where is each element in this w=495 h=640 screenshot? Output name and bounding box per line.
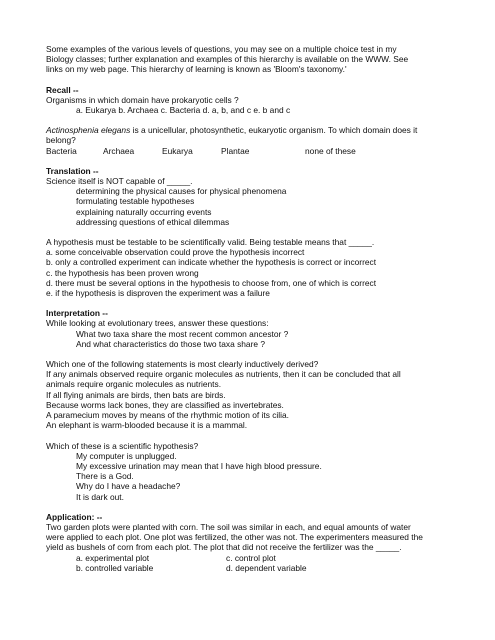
application-text-line: Two garden plots were planted with corn. The soil was similar in each, and equal amounts of water — [46, 521, 411, 532]
recall-q2-options — [46, 146, 466, 156]
translation-question-1: Science itself is NOT capable of _____. — [46, 176, 193, 187]
option-text: And what characteristics do those two taxa share ? — [76, 338, 266, 349]
option-text: Bacteria — [46, 145, 77, 156]
option-text: c. control plot — [226, 552, 276, 563]
option-text: formulating testable hypotheses — [76, 196, 195, 207]
option-text: none of these — [305, 145, 356, 156]
option-text: Why do I have a headache? — [76, 481, 181, 492]
option-text: explaining naturally occurring events — [76, 206, 212, 217]
option-text: My computer is unplugged. — [76, 450, 177, 461]
option-text: determining the physical causes for physical phenomena — [76, 186, 287, 197]
option-text: Because worms lack bones, they are classified as invertebrates. — [46, 399, 284, 410]
option-text: c. the hypothesis has been proven wrong — [46, 267, 199, 278]
option-text: An elephant is warm-blooded because it is a mammal. — [46, 420, 248, 431]
document-page — [46, 44, 466, 573]
recall-question-2: Actinosphenia elegans is a unicellular, photosynthetic, eukaryotic organism. To which domain does it — [46, 125, 418, 136]
option-text: b. only a controlled experiment can indicate whether the hypothesis is correct or incorrect — [46, 257, 377, 268]
application-heading: Application: -- — [46, 511, 103, 522]
option-text: A paramecium moves by means of the rhythmic motion of its cilia. — [46, 410, 289, 421]
recall-question-1: Organisms in which domain have prokaryotic cells ? — [46, 94, 239, 105]
option-text: addressing questions of ethical dilemmas — [76, 216, 230, 227]
option-text: d. dependent variable — [226, 562, 307, 573]
translation-heading: Translation -- — [46, 165, 99, 176]
recall-q1-options: a. Eukarya b. Archaea c. Bacteria d. a, b, and c e. b and c — [76, 105, 291, 116]
interpretation-question-2: Which one of the following statements is most clearly inductively derived? — [46, 359, 319, 370]
application-options-row — [46, 563, 466, 573]
option-text: What two taxa share the most recent common ancestor ? — [76, 328, 289, 339]
recall-heading: Recall -- — [46, 84, 79, 95]
option-text: Plantae — [221, 145, 250, 156]
option-text: animals require organic molecules as nutrients. — [46, 379, 222, 390]
option-text: It is dark out. — [76, 491, 124, 502]
option-text: a. some conceivable observation could prove the hypothesis incorrect — [46, 247, 305, 258]
intro-line: Some examples of the various levels of questions, you may see on a multiple choice test in my — [46, 44, 397, 54]
translation-question-2: A hypothesis must be testable to be scientifically valid. Being testable means that _____. — [46, 237, 375, 248]
interpretation-question-1: While looking at evolutionary trees, answer these questions: — [46, 318, 269, 329]
species-name: Actinosphenia elegans — [46, 125, 131, 136]
option-text: Eukarya — [162, 145, 193, 156]
option-text: d. there must be several options in the hypothesis to choose from, one of which is correct — [46, 277, 377, 288]
option-text: There is a God. — [76, 471, 134, 482]
option-text: e. if the hypothesis is disproven the experiment was a failure — [46, 288, 270, 299]
option-text: b. controlled variable — [76, 562, 154, 573]
option-text: If any animals observed require organic molecules as nutrients, then it can be concluded that all — [46, 369, 401, 380]
application-options-row — [46, 553, 466, 563]
option-text: a. experimental plot — [76, 552, 150, 563]
interpretation-question-3: Which of these is a scientific hypothesis? — [46, 440, 199, 451]
option-text: Archaea — [103, 145, 135, 156]
intro-line: links on my web page. This hierarchy of learning is known as 'Bloom's taxonomy.' — [46, 64, 347, 75]
application-text-line: were applied to each plot. One plot was fertilized, the other was not. The experimenters measured the — [46, 532, 423, 543]
option-text: If all flying animals are birds, then bats are birds. — [46, 389, 226, 400]
interpretation-heading: Interpretation -- — [46, 308, 108, 319]
intro-line: Biology classes; further explanation and examples of this hierarchy is available on the WWW. See — [46, 54, 409, 65]
application-text-line: yield as bushels of corn from each plot. The plot that did not receive the fertilizer was the _____. — [46, 542, 402, 553]
option-text: My excessive urination may mean that I have high blood pressure. — [76, 460, 322, 471]
recall-question-2-cont: belong? — [46, 135, 76, 146]
